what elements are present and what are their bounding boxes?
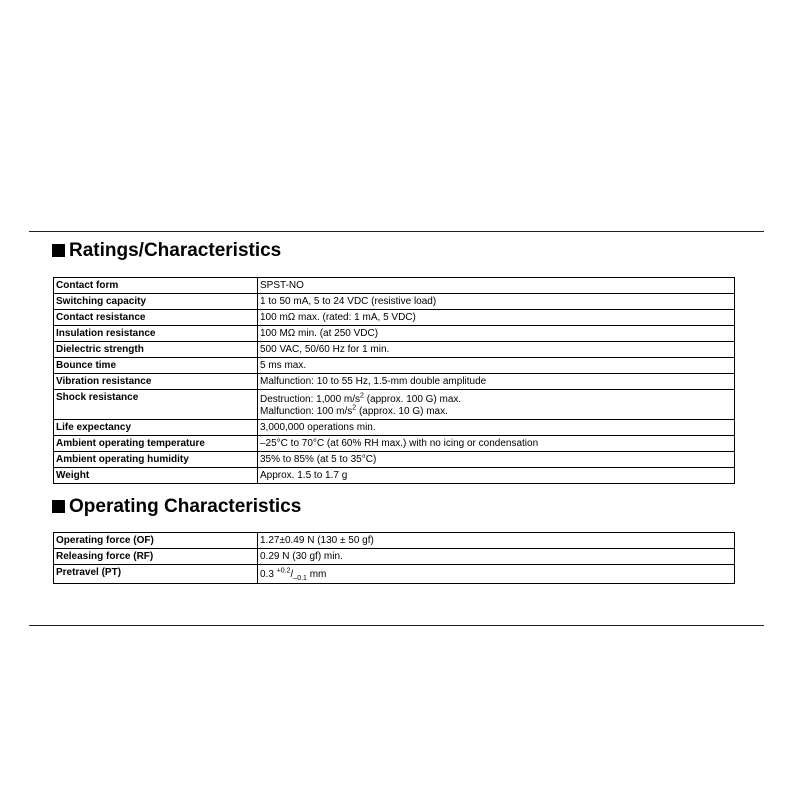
table-row [54,278,735,294]
black-square-icon [52,244,65,257]
row-value: 5 ms max. [258,358,735,374]
row-label: Bounce time [54,358,258,374]
value-text: Malfunction: 100 m/s [260,406,353,417]
row-value: 1.27±0.49 N (130 ± 50 gf) [258,533,735,549]
row-label: Shock resistance [54,390,258,420]
row-label: Dielectric strength [54,342,258,358]
row-label: Ambient operating temperature [54,436,258,452]
row-label: Life expectancy [54,420,258,436]
row-label: Contact resistance [54,310,258,326]
table-row [54,326,735,342]
table-row [54,294,735,310]
row-label: Switching capacity [54,294,258,310]
table-row [54,565,735,584]
ratings-table [53,277,735,484]
bottom-rule [29,625,764,626]
superscript: 2 [360,392,364,400]
row-label: Operating force (OF) [54,533,258,549]
table-row [54,420,735,436]
top-rule [29,231,764,232]
row-value: 100 mΩ max. (rated: 1 mA, 5 VDC) [258,310,735,326]
table-row [54,533,735,549]
table-row [54,468,735,484]
operating-table [53,532,735,584]
table-row [54,374,735,390]
ratings-title-text: Ratings/Characteristics [69,240,282,261]
row-value: 3,000,000 operations min. [258,420,735,436]
row-value: 1 to 50 mA, 5 to 24 VDC (resistive load) [258,294,735,310]
table-row [54,342,735,358]
row-label: Weight [54,468,258,484]
row-value [258,390,735,420]
value-text: (approx. 100 G) max. [363,394,462,405]
row-label: Contact form [54,278,258,294]
row-value: –25°C to 70°C (at 60% RH max.) with no icing or condensation [258,436,735,452]
table-row [54,452,735,468]
row-value: 500 VAC, 50/60 Hz for 1 min. [258,342,735,358]
value-text: 0.3 [260,569,277,580]
row-value: SPST-NO [258,278,735,294]
row-label: Releasing force (RF) [54,549,258,565]
row-value: 0.29 N (30 gf) min. [258,549,735,565]
shock-malfunction-line [260,406,732,418]
tolerance-minus: –0.1 [293,575,307,582]
row-value [258,565,735,584]
table-row [54,310,735,326]
table-row [54,549,735,565]
superscript: 2 [352,404,357,412]
table-row [54,358,735,374]
value-text: Destruction: 1,000 m/s [260,394,361,405]
row-label: Vibration resistance [54,374,258,390]
row-label: Ambient operating humidity [54,452,258,468]
shock-destruction-line [260,394,732,406]
row-value: 35% to 85% (at 5 to 35°C) [258,452,735,468]
row-value: 100 MΩ min. (at 250 VDC) [258,326,735,342]
value-text: (approx. 10 G) max. [356,406,448,417]
row-value: Approx. 1.5 to 1.7 g [258,468,735,484]
table-row [54,390,735,420]
value-unit: mm [306,569,327,580]
tolerance-plus: +0.2 [276,567,291,575]
row-label: Pretravel (PT) [54,565,258,584]
section-title-operating [52,495,301,519]
tolerance-separator: / [290,569,294,580]
black-square-icon [52,500,65,513]
row-label: Insulation resistance [54,326,258,342]
operating-title-text: Operating Characteristics [69,496,302,517]
table-row [54,436,735,452]
section-title-ratings [52,239,281,263]
row-value: Malfunction: 10 to 55 Hz, 1.5-mm double amplitude [258,374,735,390]
